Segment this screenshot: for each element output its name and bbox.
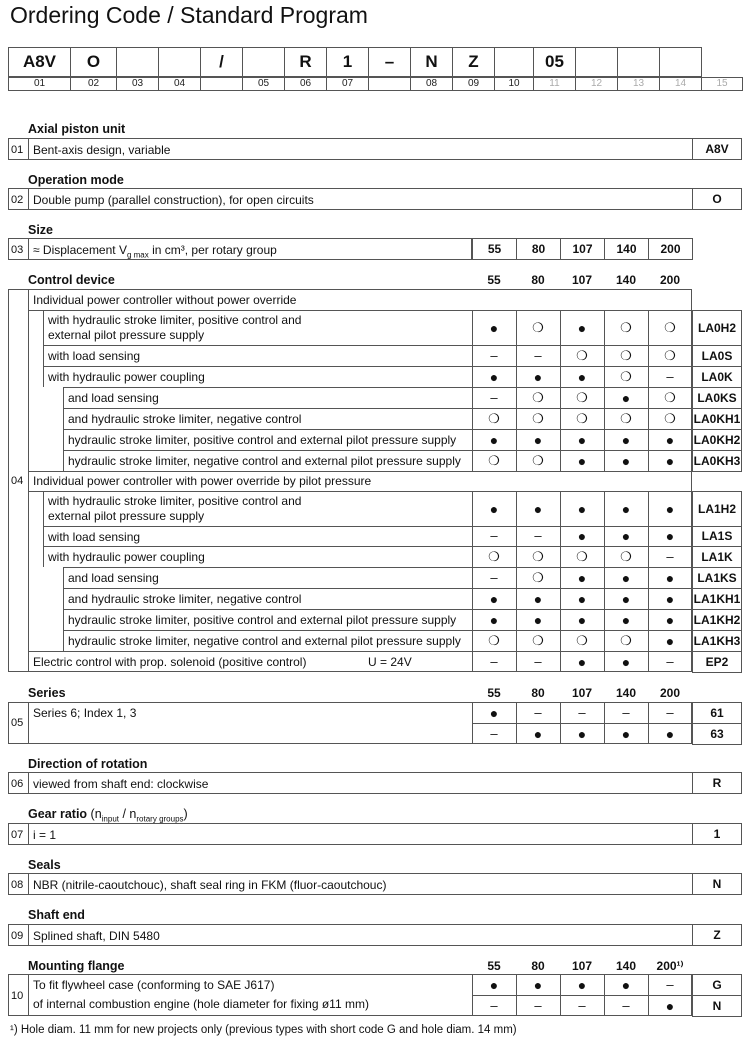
availability-cell: ● xyxy=(577,500,587,517)
row-description: Splined shaft, DIN 5480 xyxy=(33,929,160,943)
section-title-control: Control device xyxy=(28,273,115,287)
availability-cell: ● xyxy=(577,569,587,586)
option-code-LA1KH1: LA1KH1 xyxy=(692,588,742,610)
column-header: 55 xyxy=(487,959,501,973)
availability-cell: ● xyxy=(577,528,587,544)
code-tile xyxy=(158,47,201,77)
availability-cell: ❍ xyxy=(532,410,544,426)
section-title-gear: Gear ratio $(n_{input} / n_{rotary groups})$ xyxy=(28,807,188,824)
availability-cell: ❍ xyxy=(664,410,676,426)
option-code-G: G xyxy=(692,974,742,996)
section-title-series: Series xyxy=(28,686,66,700)
availability-cell: ❍ xyxy=(664,347,676,363)
availability-cell: ● xyxy=(665,528,675,544)
availability-cell: ● xyxy=(621,726,631,742)
option-code-LA1KH3: LA1KH3 xyxy=(692,630,742,652)
code-tile: N xyxy=(410,47,453,77)
availability-cell: – xyxy=(534,998,542,1013)
row-description: hydraulic stroke limiter, negative control and external pilot pressure supply xyxy=(68,454,461,468)
code-tile: A8V xyxy=(8,47,71,77)
code-position-number: 12 xyxy=(575,77,618,91)
availability-cell: ● xyxy=(577,611,587,628)
option-code-Z: Z xyxy=(692,924,742,946)
section-title-flange: Mounting flange xyxy=(28,959,125,973)
code-position-number: 13 xyxy=(617,77,660,91)
row-description: hydraulic stroke limiter, negative control and external pilot pressure supply xyxy=(68,634,461,648)
row-number: 04 xyxy=(11,475,24,487)
availability-cell: ● xyxy=(489,977,499,993)
code-position-number xyxy=(368,77,411,91)
option-code-LA1K: LA1K xyxy=(692,546,742,568)
row-description: with hydraulic stroke limiter, positive control and xyxy=(48,313,302,327)
availability-cell: ● xyxy=(577,726,587,742)
option-code-LA1S: LA1S xyxy=(692,526,742,547)
section-title-size: Size xyxy=(28,223,54,237)
code-position-number: 03 xyxy=(116,77,159,91)
availability-cell: ❍ xyxy=(532,452,544,468)
row-description: external pilot pressure supply xyxy=(48,509,205,523)
code-tile: / xyxy=(200,47,243,77)
section-title-mode: Operation mode xyxy=(28,173,124,187)
size-option-107: 107 xyxy=(560,238,605,260)
availability-cell: ● xyxy=(621,500,631,517)
availability-cell: ● xyxy=(577,319,587,336)
code-position-number xyxy=(200,77,243,91)
row-description: Double pump (parallel construction), for open circuits xyxy=(33,193,314,207)
row-gear xyxy=(8,823,742,845)
row-description: viewed from shaft end: clockwise xyxy=(33,777,209,791)
availability-cell: – xyxy=(490,389,498,405)
code-position-number: 10 xyxy=(494,77,534,91)
group-label: Individual power controller without power override xyxy=(33,293,297,307)
code-tile: Z xyxy=(452,47,495,77)
availability-cell: ● xyxy=(489,431,499,448)
column-header: 55 xyxy=(487,273,501,287)
availability-cell: ● xyxy=(665,590,675,607)
code-tile xyxy=(659,47,702,77)
availability-cell: ● xyxy=(577,368,587,385)
option-code-LA0S: LA0S xyxy=(692,345,742,367)
availability-cell: ● xyxy=(665,632,675,649)
availability-cell: ● xyxy=(577,452,587,469)
code-position-number: 02 xyxy=(70,77,117,91)
availability-cell: ● xyxy=(665,431,675,448)
option-code-63: 63 xyxy=(692,723,742,745)
section-title-axial: Axial piston unit xyxy=(28,122,126,136)
row-description: with load sensing xyxy=(48,349,141,363)
availability-cell: ● xyxy=(533,431,543,448)
availability-cell: ❍ xyxy=(664,389,676,405)
row-number: 08 xyxy=(11,879,24,891)
row-number: 01 xyxy=(11,144,24,156)
row-description: Series 6; Index 1, 3 xyxy=(33,706,137,720)
availability-cell: ❍ xyxy=(620,368,632,384)
availability-cell: ● xyxy=(577,977,587,993)
row-description: and hydraulic stroke limiter, negative control xyxy=(68,412,302,426)
option-code-N: N xyxy=(692,995,742,1017)
option-code-LA1H2: LA1H2 xyxy=(692,491,742,527)
row-description: with load sensing xyxy=(48,530,141,544)
availability-cell: ❍ xyxy=(576,347,588,363)
availability-cell: – xyxy=(534,528,542,543)
row-number: 06 xyxy=(11,778,24,790)
availability-cell: ● xyxy=(621,452,631,469)
column-header: 140 xyxy=(615,273,637,287)
availability-cell: ● xyxy=(665,611,675,628)
option-code-LA1KH2: LA1KH2 xyxy=(692,609,742,631)
availability-cell: – xyxy=(578,998,586,1013)
group-label: Individual power controller with power override by pilot pressure xyxy=(33,474,372,488)
option-code-LA0H2: LA0H2 xyxy=(692,310,742,346)
availability-cell: – xyxy=(534,705,542,720)
availability-cell: – xyxy=(490,347,498,363)
availability-cell: ● xyxy=(665,569,675,586)
availability-cell: ● xyxy=(533,611,543,628)
column-header: 200 xyxy=(659,686,681,700)
column-header: 55 xyxy=(487,686,501,700)
availability-cell: ❍ xyxy=(576,410,588,426)
availability-cell: – xyxy=(578,705,586,720)
row-number: 02 xyxy=(11,194,24,206)
option-code-LA0KS: LA0KS xyxy=(692,387,742,409)
availability-cell: ● xyxy=(489,705,499,721)
column-header: 80 xyxy=(531,273,545,287)
code-tile xyxy=(494,47,534,77)
availability-cell: ● xyxy=(621,611,631,628)
availability-cell: ● xyxy=(621,977,631,993)
code-position-number: 07 xyxy=(326,77,369,91)
code-tile xyxy=(116,47,159,77)
availability-cell: – xyxy=(490,998,498,1013)
availability-cell: ● xyxy=(489,368,499,385)
row-description: with hydraulic power coupling xyxy=(48,370,205,384)
size-option-55: 55 xyxy=(472,238,517,260)
column-header: 107 xyxy=(571,273,593,287)
availability-cell: ● xyxy=(489,500,499,517)
row-description: To fit flywheel case (conforming to SAE J617) xyxy=(33,978,275,992)
row-description: NBR (nitrile-caoutchouc), shaft seal ring in FKM (fluor-caoutchouc) xyxy=(33,878,387,892)
availability-cell: – xyxy=(666,654,674,669)
column-header: 200¹⁾ xyxy=(656,959,684,973)
availability-cell: – xyxy=(490,528,498,543)
section-title-seals: Seals xyxy=(28,858,61,872)
code-tile xyxy=(575,47,618,77)
option-code-LA0KH3: LA0KH3 xyxy=(692,450,742,472)
availability-cell: ● xyxy=(533,726,543,742)
code-tile: 1 xyxy=(326,47,369,77)
availability-cell: ● xyxy=(489,319,499,336)
code-tile xyxy=(242,47,285,77)
availability-cell: – xyxy=(666,548,674,564)
availability-cell: – xyxy=(666,705,674,720)
row-description: external pilot pressure supply xyxy=(48,328,205,342)
availability-cell: ❍ xyxy=(576,632,588,648)
row-description: hydraulic stroke limiter, positive control and external pilot pressure supply xyxy=(68,433,457,447)
availability-cell: ● xyxy=(621,654,631,670)
code-position-number: 04 xyxy=(158,77,201,91)
code-position-number: 08 xyxy=(410,77,453,91)
availability-cell: ❍ xyxy=(532,389,544,405)
column-header: 140 xyxy=(615,959,637,973)
column-header: 140 xyxy=(615,686,637,700)
availability-cell: – xyxy=(490,726,498,741)
page-title: Ordering Code / Standard Program xyxy=(10,2,368,28)
availability-cell: ● xyxy=(621,569,631,586)
row-description: and load sensing xyxy=(68,391,159,405)
option-code-LA0K: LA0K xyxy=(692,366,742,388)
row-description: of internal combustion engine (hole diameter for fixing ø11 mm) xyxy=(33,997,369,1011)
row-description: with hydraulic power coupling xyxy=(48,550,205,564)
option-code-N: N xyxy=(692,873,742,895)
availability-cell: – xyxy=(622,998,630,1013)
availability-cell: ● xyxy=(489,611,499,628)
availability-cell: – xyxy=(666,977,674,992)
availability-cell: ❍ xyxy=(532,569,544,585)
footnote: ¹) Hole diam. 11 mm for new projects only (previous types with short code G and hole diam. 14 mm) xyxy=(10,1024,517,1036)
availability-cell: ❍ xyxy=(488,452,500,468)
availability-cell: – xyxy=(490,569,498,585)
availability-cell: – xyxy=(666,368,674,384)
availability-cell: ● xyxy=(621,590,631,607)
availability-cell: ● xyxy=(621,528,631,544)
availability-cell: ❍ xyxy=(488,548,500,564)
availability-cell: ❍ xyxy=(532,632,544,648)
size-option-200: 200 xyxy=(648,238,693,260)
row-number: 07 xyxy=(11,829,24,841)
size-option-140: 140 xyxy=(604,238,649,260)
code-position-number: 05 xyxy=(242,77,285,91)
code-tile: 05 xyxy=(533,47,576,77)
availability-cell: ❍ xyxy=(664,319,676,335)
availability-cell: ● xyxy=(533,368,543,385)
column-header: 80 xyxy=(531,686,545,700)
row-number: 09 xyxy=(11,930,24,942)
option-code-LA0KH1: LA0KH1 xyxy=(692,408,742,430)
code-position-number: 01 xyxy=(8,77,71,91)
code-position-number: 06 xyxy=(284,77,327,91)
row-number: 05 xyxy=(11,717,24,729)
code-tile xyxy=(617,47,660,77)
option-code-R: R xyxy=(692,772,742,794)
row-description: with hydraulic stroke limiter, positive control and xyxy=(48,494,302,508)
column-header: 107 xyxy=(571,959,593,973)
column-header: 80 xyxy=(531,959,545,973)
code-position-number: 11 xyxy=(533,77,576,91)
option-code-A8V: A8V xyxy=(692,138,742,160)
code-position-number: 14 xyxy=(659,77,702,91)
availability-cell: ● xyxy=(577,654,587,670)
availability-cell: ❍ xyxy=(620,410,632,426)
code-position-number: 15 xyxy=(701,77,743,91)
availability-cell: ❍ xyxy=(532,548,544,564)
row-description: Electric control with prop. solenoid (positive control) xyxy=(33,655,307,669)
option-code-1: 1 xyxy=(692,823,742,845)
section-title-shaft: Shaft end xyxy=(28,908,85,922)
availability-cell: ❍ xyxy=(576,389,588,405)
row-description: Bent-axis design, variable xyxy=(33,143,171,157)
availability-cell: ❍ xyxy=(576,548,588,564)
availability-cell: ● xyxy=(621,389,631,406)
availability-cell: ● xyxy=(533,590,543,607)
availability-cell: ❍ xyxy=(620,319,632,335)
availability-cell: ● xyxy=(665,998,675,1014)
code-position-number: 09 xyxy=(452,77,495,91)
availability-cell: ● xyxy=(665,726,675,742)
option-code-61: 61 xyxy=(692,702,742,724)
availability-cell: ● xyxy=(533,500,543,517)
section-title-rotation: Direction of rotation xyxy=(28,757,148,771)
availability-cell: ● xyxy=(577,590,587,607)
code-tile: R xyxy=(284,47,327,77)
row-description: hydraulic stroke limiter, positive control and external pilot pressure supply xyxy=(68,613,457,627)
code-tile: O xyxy=(70,47,117,77)
option-code-LA1KS: LA1KS xyxy=(692,567,742,589)
availability-cell: ❍ xyxy=(620,347,632,363)
availability-cell: – xyxy=(534,654,542,669)
row-number: 03 xyxy=(11,244,24,256)
row-description: and load sensing xyxy=(68,571,159,585)
availability-cell: ● xyxy=(533,977,543,993)
column-header: 200 xyxy=(659,273,681,287)
availability-cell: ❍ xyxy=(488,410,500,426)
option-code-O: O xyxy=(692,188,742,210)
row-number: 10 xyxy=(11,990,24,1002)
availability-cell: ● xyxy=(665,500,675,517)
row-description: and hydraulic stroke limiter, negative control xyxy=(68,592,302,606)
availability-cell: ● xyxy=(665,452,675,469)
availability-cell: ● xyxy=(489,590,499,607)
availability-cell: ● xyxy=(577,431,587,448)
size-option-80: 80 xyxy=(516,238,561,260)
column-header: 107 xyxy=(571,686,593,700)
option-code-LA0KH2: LA0KH2 xyxy=(692,429,742,451)
option-code-EP2: EP2 xyxy=(692,651,742,673)
code-tile: – xyxy=(368,47,411,77)
availability-cell: ❍ xyxy=(488,632,500,648)
availability-cell: – xyxy=(534,347,542,363)
availability-cell: – xyxy=(490,654,498,669)
availability-cell: ❍ xyxy=(620,548,632,564)
availability-cell: – xyxy=(622,705,630,720)
row-description: i = 1 xyxy=(33,828,57,842)
row-description: ≈ Displacement $V_{g max}$ in cm³, per rotary group xyxy=(33,243,277,260)
voltage-label: U = 24V xyxy=(368,655,412,669)
availability-cell: ❍ xyxy=(620,632,632,648)
availability-cell: ● xyxy=(621,431,631,448)
availability-cell: ❍ xyxy=(532,319,544,335)
